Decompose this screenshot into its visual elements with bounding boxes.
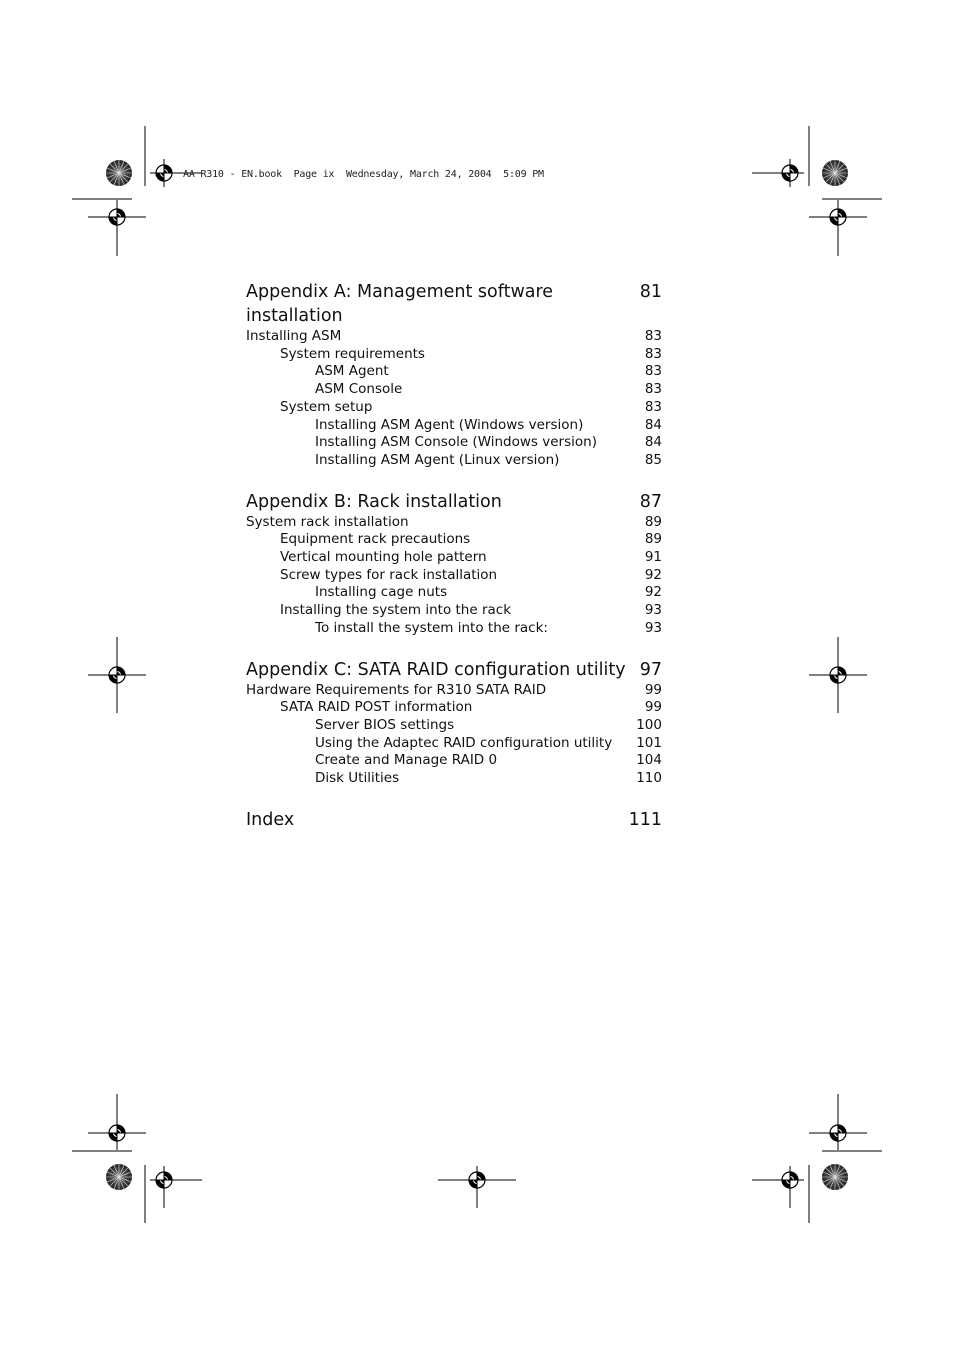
toc-entry[interactable] (246, 752, 662, 770)
print-slug: AA R310 - EN.book Page ix Wednesday, March 24, 2004 5:09 PM (183, 169, 544, 180)
toc-section-heading[interactable] (246, 808, 662, 832)
toc-entry-title: Installing ASM Agent (Windows version) (315, 416, 584, 433)
toc-entry-page: 83 (644, 345, 662, 362)
toc-section-page: 111 (628, 809, 662, 830)
toc-section-page: 97 (639, 659, 662, 680)
toc-entry-page: 83 (644, 381, 662, 398)
toc-entry[interactable] (246, 717, 662, 735)
color-target-bottom-right (822, 1164, 848, 1190)
toc-entry[interactable] (246, 514, 662, 532)
registration-mark-right-lower (809, 1094, 867, 1150)
toc-entry-page: 92 (644, 566, 662, 583)
registration-mark-left-upper (88, 200, 146, 256)
toc-entry-title: Installing ASM Agent (Linux version) (315, 451, 560, 468)
toc-entry[interactable] (246, 549, 662, 567)
toc-entry-title: Using the Adaptec RAID configuration utility (315, 734, 613, 751)
toc-entry-page: 89 (644, 531, 662, 548)
toc-entry-page: 99 (644, 699, 662, 716)
registration-mark-bottom-right (752, 1166, 804, 1208)
color-target-bottom-left (106, 1164, 132, 1190)
toc-entry-page: 100 (636, 716, 662, 733)
toc-entry-page: 83 (644, 398, 662, 415)
toc-section (246, 490, 662, 638)
toc-entry[interactable] (246, 328, 662, 346)
toc-section-title: Index (246, 809, 295, 830)
registration-mark-bottom-left (150, 1166, 202, 1208)
color-target-top-left (106, 160, 132, 186)
toc-entry-title: Create and Manage RAID 0 (315, 752, 498, 769)
toc-section-title: Appendix C: SATA RAID configuration utility (246, 659, 626, 680)
toc-entry-title: ASM Agent (315, 363, 389, 380)
toc-entry-title: SATA RAID POST information (280, 699, 473, 716)
registration-mark-left-lower (88, 1094, 146, 1150)
toc-section-heading[interactable] (246, 490, 662, 514)
toc-entry[interactable] (246, 434, 662, 452)
toc-entry[interactable] (246, 735, 662, 753)
toc-entry[interactable] (246, 363, 662, 381)
registration-mark-left-middle (88, 637, 146, 713)
toc-section-page: 87 (639, 491, 662, 512)
toc-entry[interactable] (246, 346, 662, 364)
toc-entry-title: System requirements (280, 345, 425, 362)
table-of-contents (246, 280, 662, 832)
toc-entry[interactable] (246, 770, 662, 788)
toc-section (246, 808, 662, 832)
toc-entry-title: Screw types for rack installation (280, 566, 498, 583)
toc-entry-page: 104 (636, 752, 662, 769)
toc-entry[interactable] (246, 602, 662, 620)
toc-entry-title: Equipment rack precautions (280, 531, 471, 548)
toc-section (246, 658, 662, 788)
toc-entry[interactable] (246, 399, 662, 417)
toc-entry-title: Installing ASM (246, 328, 342, 344)
toc-entry-page: 93 (644, 619, 662, 636)
toc-entry-page: 89 (644, 513, 662, 530)
toc-section-heading[interactable] (246, 658, 662, 682)
toc-entry-title: Server BIOS settings (315, 716, 455, 733)
toc-entry-page: 85 (644, 451, 662, 468)
toc-section-page: 81 (639, 282, 662, 302)
toc-entry-title: System setup (280, 398, 373, 415)
toc-entry-page: 99 (644, 681, 662, 698)
toc-entry-title: To install the system into the rack: (315, 619, 548, 636)
toc-entry-title: Installing ASM Console (Windows version) (315, 434, 597, 451)
toc-section-title: Appendix A: Management software installation (246, 282, 554, 326)
toc-section (246, 280, 662, 470)
toc-entry-page: 101 (636, 734, 662, 751)
registration-mark-top-right (752, 159, 804, 187)
toc-entry[interactable] (246, 620, 662, 638)
toc-entry-page: 84 (644, 416, 662, 433)
toc-entry[interactable] (246, 699, 662, 717)
toc-entry-title: Disk Utilities (315, 770, 400, 787)
toc-entry[interactable] (246, 381, 662, 399)
toc-entry-page: 93 (644, 602, 662, 619)
toc-entry[interactable] (246, 584, 662, 602)
toc-entry-page: 92 (644, 584, 662, 601)
toc-entry[interactable] (246, 452, 662, 470)
toc-entry-title: Hardware Requirements for R310 SATA RAID (246, 681, 547, 698)
toc-entry[interactable] (246, 417, 662, 435)
toc-entry-page: 83 (644, 328, 662, 344)
toc-entry-page: 91 (644, 549, 662, 566)
toc-entry-title: ASM Console (315, 381, 403, 398)
toc-entry-title: System rack installation (246, 513, 409, 530)
toc-section-heading[interactable] (246, 280, 662, 328)
toc-entry-page: 84 (644, 434, 662, 451)
color-target-top-right (822, 160, 848, 186)
toc-entry-title: Installing cage nuts (315, 584, 448, 601)
toc-entry[interactable] (246, 531, 662, 549)
toc-entry-page: 110 (636, 770, 662, 787)
toc-entry-page: 83 (644, 363, 662, 380)
registration-mark-right-upper (809, 200, 867, 256)
toc-entry[interactable] (246, 567, 662, 585)
registration-mark-right-middle (809, 637, 867, 713)
toc-entry[interactable] (246, 682, 662, 700)
toc-entry-title: Vertical mounting hole pattern (280, 549, 487, 566)
toc-section-title: Appendix B: Rack installation (246, 491, 502, 512)
toc-entry-title: Installing the system into the rack (280, 602, 512, 619)
registration-mark-bottom-center (438, 1166, 516, 1208)
